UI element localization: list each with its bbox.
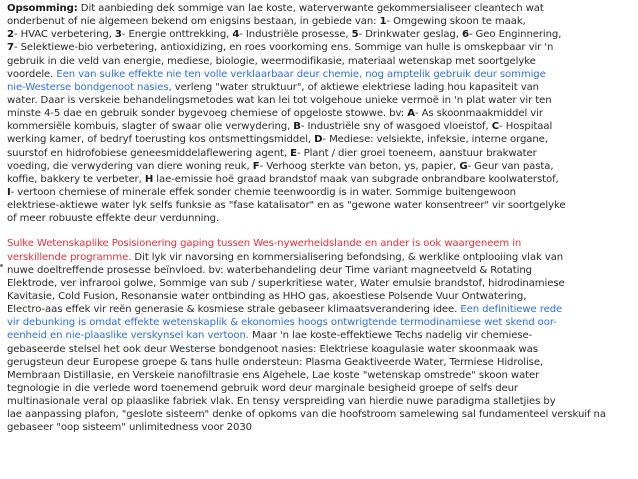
highlight-blue: eenheid en nie-plaaslike verskynsel kan vertoon.	[7, 330, 249, 342]
text-line: koffie, bakkery te verbeter, H lae-emissie hoë graad brandstof maak van subgrade onbrandbare koolwaterstof,	[7, 173, 559, 185]
text-line: I- vertoon chemiese of minerale effek sonder chemie teenwoordig is in water. Sommige buitengewoon	[7, 186, 516, 198]
text-line: kommersiële kombuis, slagter of swaar olie verwydering, B- Industriële sny of wasgoed vloeistof, C- Hospitaal	[7, 121, 553, 133]
text-line: lae aanpassing plafon, "geslote sisteem" denke of opkoms van die hoofstroom samelewing sal fundamenteel verskuif na	[7, 409, 606, 421]
text-line: Membraan Distillasie, en Verskeie nanofiltrasie ens Algehele, Lae koste "wetenskap omstrede" skoon water	[7, 369, 540, 381]
text-line: voordele. Een van sulke effekte nie ten volle verklaarbaar deur chemie, nog amptelik gebruik deur sommige	[7, 68, 546, 80]
text-line: 2- HVAC verbetering, 3- Energie onttrekking, 4- Industriële prosesse, 5- Drinkwater geslag, 6- Geo Enginnering,	[7, 29, 562, 41]
text-line: Kavitasie, Cold Fusion, Resonansie water ontbinding as HHO gas, akoestiese Polsende Vuur Ontwatering,	[7, 290, 527, 302]
text-line	[7, 237, 633, 250]
text-line: gebaseerde stelsel het ook deur Westerse bondgenoot nasies: Elektriese koagulasie water skoonmaak was	[7, 343, 538, 355]
text-line: gerugsteun deur Europese groepe & tans hulle ondersteun: Plasma Geaktiveerde Water, Termiese Hidrolise,	[7, 356, 544, 368]
text-line: elektriese-aktiewe water lyk selfs funksie as "fase katalisator" en as "gewone water konsentreer" vir soortgelyke	[7, 200, 566, 212]
text-line: gebaseer "oop sisteem" unlimitedness voor 2030	[7, 422, 252, 434]
text-line: nie-Westerse bondgenoot nasies, verleng "water struktuur", of aktiewe elektriese lading hou kapasiteit van	[7, 81, 539, 93]
highlight-blue: nie-Westerse bondgenoot nasies,	[7, 81, 172, 93]
text-line: Opsomming: Dit aanbieding dek sommige van lae koste, waterverwante gekommersialiseer cleantech wat	[7, 3, 544, 14]
text-line: Electro-aas effek vir reën generasie & kosmiese strale gebaseer klimaatsverandering idee. Een definitiewe rede	[7, 304, 563, 316]
text-line: water. Daar is verskeie behandelingsmetodes wat kan lei tot volgehoue unieke vermoë in 'n plat water vir ten	[7, 94, 552, 106]
text-line: onderbenut of nie algemeen bekend om enigsins bestaan, in gebiede van: 1- Omgewing skoon te maak,	[7, 16, 526, 28]
highlight-blue: Een van sulke effekte nie ten volle verklaarbaar deur chemie, nog amptelik gebruik deur sommige	[56, 68, 546, 80]
paragraph-positioning	[7, 237, 633, 434]
text-line	[7, 316, 633, 329]
text-line: werking kamer, of bedryf toerusting kos ontsmettingsmiddel, D- Mediese: velsiekte, infeksie, interne organe,	[7, 134, 548, 146]
paragraph-summary	[7, 2, 633, 225]
highlight-red: Sulke Wetenskaplike Posisionering gaping tussen Wes-nywerheidslande en ander is ook waargeneem in	[7, 238, 522, 250]
text-line: verskillende programme. Dit lyk vir navorsing en kommersialisering befondsing, & werklike ontplooiing vlak van	[7, 251, 564, 263]
bullet-marker	[0, 264, 3, 267]
highlight-blue: vir debunking is omdat effekte wetenskaplik & ekonomies hoogs ontwrigtende termodinamiese wet skend oor-	[7, 317, 557, 329]
text-line: of meer robuuste effekte deur verdunning.	[7, 213, 220, 225]
text-line: eenheid en nie-plaaslike verskynsel kan vertoon. Maar 'n lae koste-effektiewe Techs nadelig vir chemiese-	[7, 330, 533, 342]
text-line: tegnologie in die verlede word toenemend gebruik word deur marginale besigheid groepe of selfs deur	[7, 382, 518, 394]
text-line: gebruik in die veld van energie, mediese, biologie, weermodifikasie, materiaal wetenskap met soortgelyke	[7, 55, 536, 67]
text-line: minste 4-5 dae en gebruik sonder bygevoeg chemiese of opgeloste stowwe. bv: A- As skoonmaakmiddel vir	[7, 108, 543, 120]
text-line: multinasionale veral op plaaslike fabriek vlak. En tensy verspreiding van hierdie nuwe paradigma stalletjies by	[7, 396, 556, 408]
text-line: suurstof en hidrofobiese geneesmiddelaflewering agent, E- Plant / dier groei toeneem, aanstuur brakwater	[7, 147, 537, 159]
text-line: Elektrode, ver infrarooi golwe, Sommige van sub / superkritiese water, Water emulsie brandstof, hidrodinamiese	[7, 277, 565, 289]
text-line: 7- Selektiewe-bio verbetering, antioxidizing, en roes voorkoming ens. Sommige van hulle is omskepbaar vir 'n	[7, 42, 554, 54]
highlight-blue: Een definitiewe rede	[460, 304, 563, 316]
highlight-red: verskillende programme.	[7, 251, 132, 263]
text-line: voeding, die verwydering van diere woning reuk, F- Verhoog sterkte van beton, ys, papier, G- Geur van pasta,	[7, 160, 554, 172]
document-page	[7, 2, 633, 435]
text-line: nuwe doeltreffende prosesse beïnvloed. bv: waterbehandeling deur Time variant magneetveld & Rotating	[7, 264, 532, 276]
